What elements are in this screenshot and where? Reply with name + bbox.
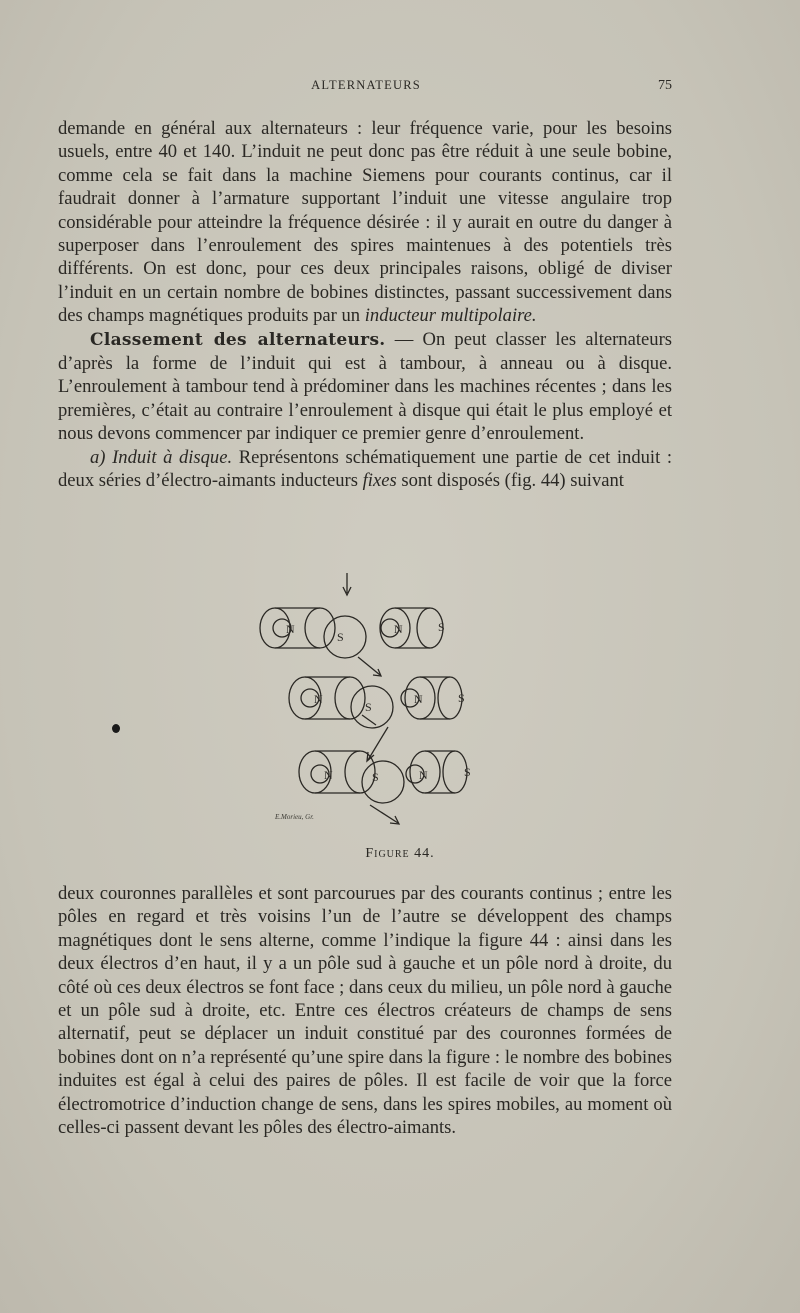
pole-n-label: N <box>314 692 323 706</box>
page-number: 75 <box>658 78 672 93</box>
pole-s-label: S <box>438 620 445 634</box>
pole-s-label: S <box>337 630 344 644</box>
magnet-body <box>315 751 360 793</box>
pole-s-label: S <box>372 770 379 784</box>
arrow-link-2 <box>368 727 388 760</box>
text-block-bottom <box>58 882 672 1139</box>
paragraph-3-label: a) <box>90 446 106 468</box>
induced-coil <box>362 761 404 803</box>
paragraph-3 <box>58 446 672 493</box>
caption-number: 44. <box>414 846 435 861</box>
paragraph-3-italic-2: fixes <box>362 470 397 492</box>
electromagnet-row-1 <box>260 608 445 658</box>
text-block-top <box>58 117 672 493</box>
pole-n-label: N <box>419 768 428 782</box>
figure-44-diagram <box>250 565 490 830</box>
pole-s-label: S <box>464 765 471 779</box>
pole-n-label: N <box>324 768 333 782</box>
arrow-out <box>370 805 398 823</box>
electromagnet-row-2 <box>289 677 465 728</box>
section-heading: Classement des alternateurs. <box>90 329 386 350</box>
arrow-link-1 <box>358 657 380 675</box>
page-header <box>60 78 672 98</box>
paragraph-3-italic: Induit à disque. <box>112 446 233 468</box>
paragraph-2 <box>58 328 672 446</box>
magnet-body <box>275 608 320 648</box>
pole-n-label: N <box>414 692 423 706</box>
pole-s-label: S <box>365 700 372 714</box>
magnet-face <box>345 751 375 793</box>
paragraph-1-italic: inducteur multipolaire. <box>364 305 537 327</box>
running-title: ALTERNATEURS <box>311 78 421 92</box>
magnet-face <box>335 677 365 719</box>
engraver-signature: E.Morieu, Gr. <box>275 813 314 821</box>
paragraph-4: deux couronnes parallèles et sont parcourues par des courants continus ; entre les pôles en regard et très voisins l’un de l’autre se développent des champs magnétiques dont le sens alterne, comme l’indique la figure 44 : ainsi dans les deux électros d’en haut, il y a un pôle sud à gauche et un pôle nord à droite, du côté où ces deux électros se font face ; dans ceux du milieu, un pôle nord à gauche et un pôle sud à droite, etc. Entre ces électros créateurs de champs de sens alternatif, peut se déplacer un induit constitué par des couronnes formées de bobines dont on n’a représenté qu’une spire dans la figure : le nombre des bobines induites est égal à celui des paires de pôles. Il est facile de voir que la force électromotrice d’induction change de sens, dans les spires mobiles, au moment où celles-ci passent devant les pôles des électro-aimants. <box>58 883 672 1139</box>
paragraph-2-text: — On peut classer les alternateurs d’après la forme de l’induit qui est à tambour, à anneau ou à disque. L’enroulement à tambour tend à prédominer dans les machines récentes ; dans les premières, c’était au contraire l’enroulement à disque qui était le plus employé et nous devons commencer par indiquer ce premier genre d’enroulement. <box>58 328 672 445</box>
magnet-body <box>305 677 350 719</box>
pole-n-label: N <box>286 622 295 636</box>
figure-caption <box>0 846 800 862</box>
pole-s-label: S <box>458 691 465 705</box>
ink-dot <box>112 724 120 733</box>
pole-n-label: N <box>394 622 403 636</box>
paragraph-3-text-2: sont disposés (fig. 44) suivant <box>396 470 624 492</box>
induced-arrow <box>362 715 376 725</box>
caption-word: Figure <box>365 846 410 861</box>
paragraph-3-text: Représentons schématiquement une partie de cet induit : deux séries d’électro-aimants inducteurs <box>58 446 672 492</box>
paragraph-1-text: demande en général aux alternateurs : leur fréquence varie, pour les besoins usuels, entre 40 et 140. L’induit ne peut donc pas être réduit à une seule bobine, comme cela se fait dans la machine Siemens pour courants continus, car il faudrait donner à l’armature supportant l’induit une vitesse angulaire trop considérable pour atteindre la fréquence désirée : il y aurait en outre du danger à superposer dans l’enroulement des spires maintenues à des potentiels très différents. On est donc, pour ces deux principales raisons, obligé de diviser l’induit en un certain nombre de bobines distinctes, passant successivement dans des champs magnétiques produits par un <box>58 118 672 327</box>
paragraph-1 <box>58 117 672 328</box>
magnet-face <box>305 608 335 648</box>
electromagnet-row-3 <box>299 751 471 803</box>
induced-coil <box>324 616 366 658</box>
